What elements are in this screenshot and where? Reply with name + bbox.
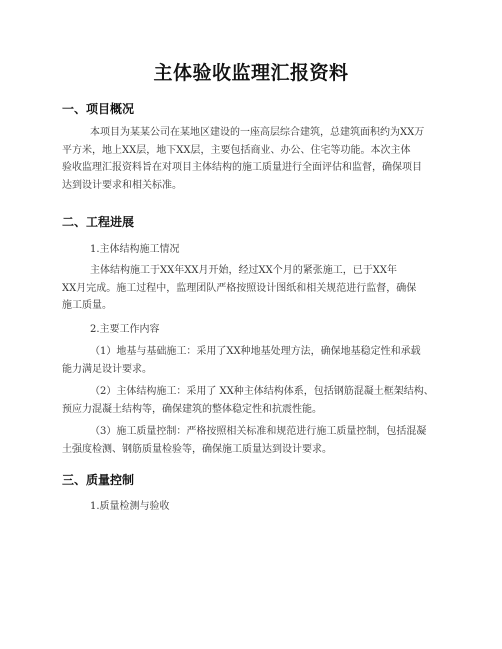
section-heading-quality: 三、质量控制 [62,473,135,487]
paragraph-line: XX月完成。施工过程中，监理团队严格按照设计图纸和相关规范进行监督，确保 [62,282,417,294]
paragraph-line: 主体结构施工于XX年XX月开始，经过XX个月的紧张施工，已于XX年 [90,265,397,276]
subheading-inspection: 1.质量检测与验收 [90,501,170,512]
structure-paragraph [62,262,452,315]
section-heading-progress: 二、工程进展 [62,215,135,229]
paragraph-line: 验收监理汇报资料旨在对项目主体结构的施工质量进行全面评估和监督，确保项目 [62,162,422,173]
paragraph-line: 本项目为某某公司在某地区建设的一座高层综合建筑，总建筑面积约为XX万 [90,127,425,138]
work-item-main-structure [62,383,452,418]
subheading-structure-construction: 1.主体结构施工情况 [90,244,180,255]
work-item-quality-control [62,423,452,458]
subheading-main-work: 2.主要工作内容 [90,324,160,335]
document-title: 主体验收监理汇报资料 [153,62,349,84]
work-item-foundation [62,343,452,378]
paragraph-line: （2）主体结构施工：采用了 XX种主体结构体系，包括钢筋混凝土框架结构、 [90,386,434,397]
paragraph-line: 施工质量。 [62,300,112,311]
paragraph-line: 土强度检测、钢筋质量检验等，确保施工质量达到设计要求。 [62,443,332,455]
paragraph-line: 平方米，地上XX层，地下XX层，主要包括商业、办公、住宅等功能。本次主体 [62,144,411,156]
paragraph-line: 能力满足设计要求。 [62,363,152,375]
paragraph-line: （1）地基与基础施工：采用了XX种地基处理方法，确保地基稳定性和承载 [90,346,421,357]
paragraph-line: 预应力混凝土结构等，确保建筑的整体稳定性和抗震性能。 [62,403,322,415]
paragraph-line: 达到设计要求和相关标准。 [62,179,182,191]
paragraph-line: （3）施工质量控制：严格按照相关标准和规范进行施工质量控制，包括混凝 [90,426,427,437]
overview-paragraph [62,124,452,194]
section-heading-overview: 一、项目概况 [62,102,135,116]
